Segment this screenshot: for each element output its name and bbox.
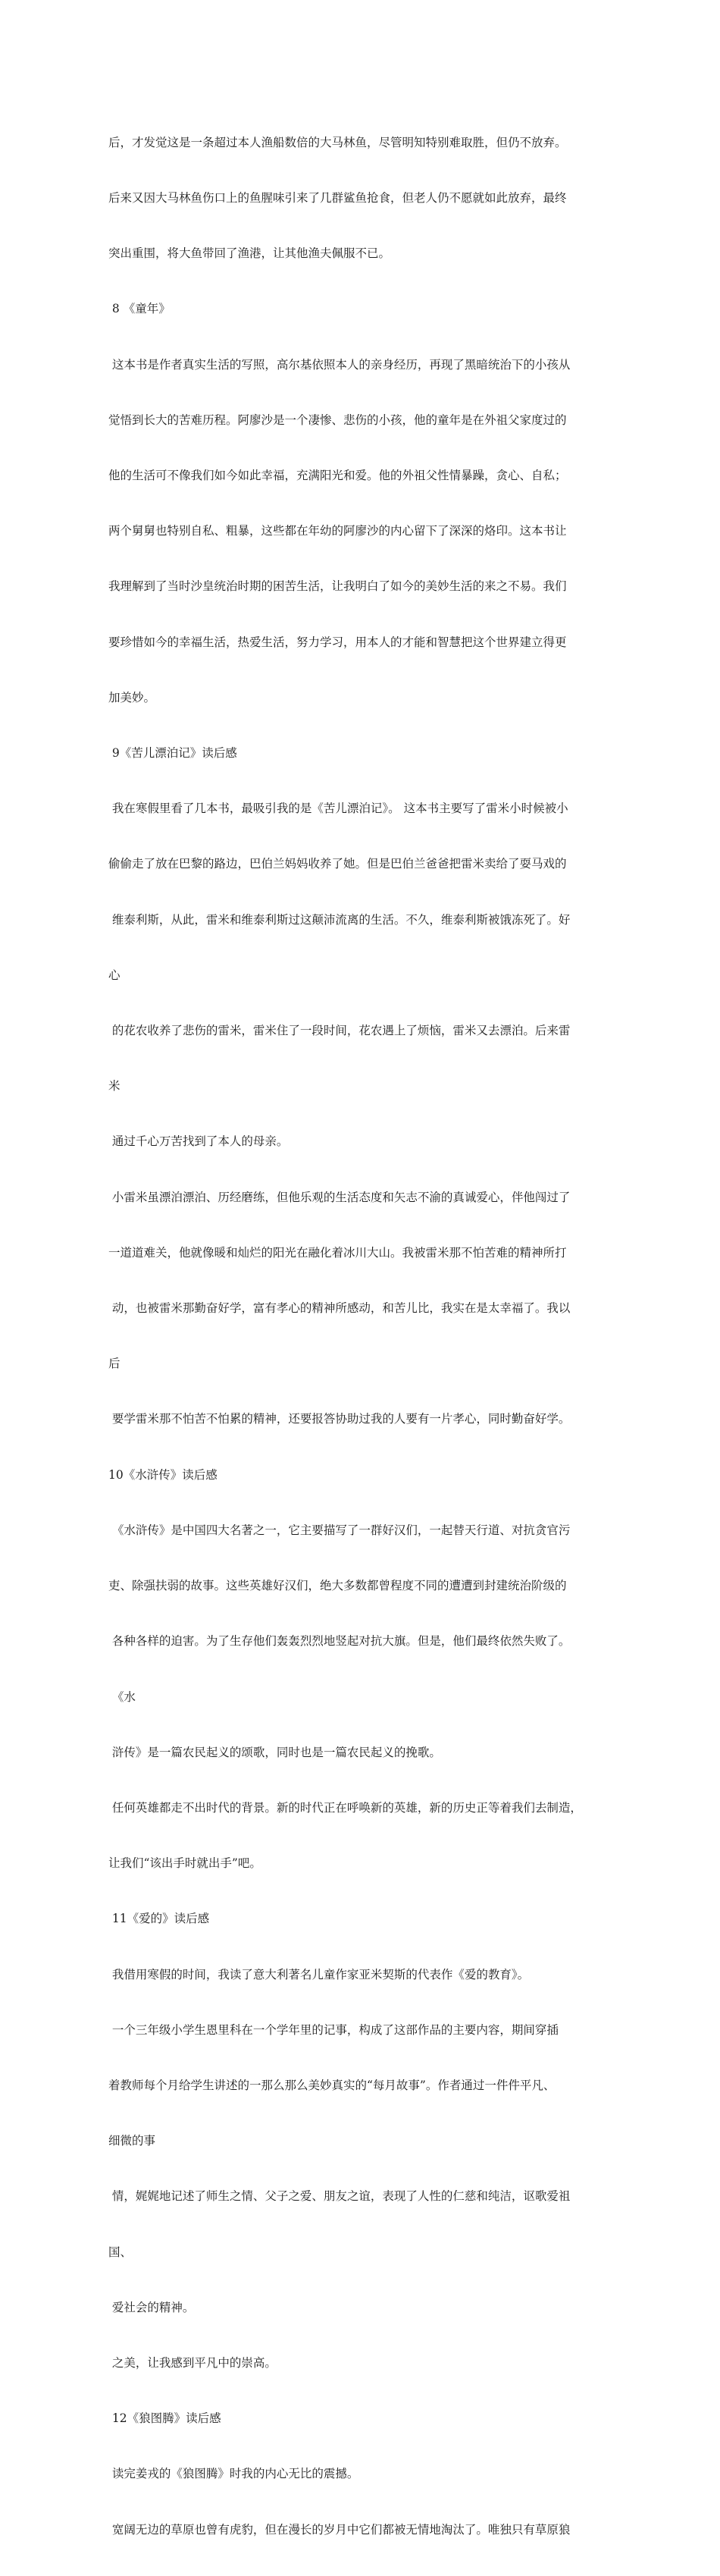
text-line: 宽阔无边的草原也曾有虎豹，但在漫长的岁月中它们都被无情地淘汰了。唯独只有草原狼 [108, 2522, 571, 2537]
text-line: 爱社会的精神。 [108, 2300, 195, 2314]
text-line: 我理解到了当时沙皇统治时期的困苦生活，让我明白了如今的美妙生活的来之不易。我们 [108, 579, 567, 594]
text-line: 让我们“该出手时就出手”吧。 [108, 1856, 261, 1871]
text-line: 米 [108, 1079, 121, 1093]
text-line: 后，才发觉这是一条超过本人渔船数倍的大马林鱼，尽管明知特别难取胜，但仍不放弃。 [108, 135, 567, 149]
section-heading-8: 8 《童年》 [108, 302, 171, 316]
text-line: 吏、除强扶弱的故事。这些英雄好汉们，绝大多数都曾程度不同的遭遭到封建统治阶级的 [108, 1579, 567, 1593]
text-line: 浒传》是一篇农民起义的颂歌，同时也是一篇农民起义的挽歌。 [108, 1745, 441, 1759]
text-line: 一个三年级小学生恩里科在一个学年里的记事，构成了这部作品的主要内容，期间穿插 [108, 2022, 559, 2037]
text-line: 细微的事 [108, 2134, 156, 2148]
text-line: 这本书是作者真实生活的写照，高尔基依照本人的亲身经历，再现了黑暗统治下的小孩从 [108, 357, 571, 372]
text-line: 加美妙。 [108, 690, 156, 704]
text-line: 心 [108, 968, 121, 982]
document-body-text [108, 96, 631, 2576]
section-heading-11: 11《爱的》读后感 [108, 1912, 210, 1926]
text-line: 情，娓娓地记述了师生之情、父子之爱、朋友之谊，表现了人性的仁慈和纯洁，讴歌爱祖 [108, 2189, 571, 2204]
text-line: 要学雷米那不怕苦不怕累的精神，还要报答协助过我的人要有一片孝心，同时勤奋好学。 [108, 1412, 571, 1426]
text-line: 两个舅舅也特别自私、粗暴，这些都在年幼的阿廖沙的内心留下了深深的烙印。这本书让 [108, 524, 567, 538]
text-line: 后来又因大马林鱼伤口上的鱼腥味引来了几群鲨鱼抢食，但老人仍不愿就如此放弃，最终 [108, 191, 567, 206]
text-line: 觉悟到长大的苦难历程。阿廖沙是一个凄惨、悲伤的小孩，他的童年是在外祖父家度过的 [108, 413, 567, 427]
text-line: 任何英雄都走不出时代的背景。新的时代正在呼唤新的英雄，新的历史正等着我们去制造， [108, 1800, 582, 1815]
text-line: 后 [108, 1357, 121, 1371]
text-line: 着教师每个月给学生讲述的一那么那么美妙真实的“每月故事”。作者通过一件件平凡、 [108, 2078, 556, 2092]
text-line: 偷偷走了放在巴黎的路边，巴伯兰妈妈收养了她。但是巴伯兰爸爸把雷米卖给了耍马戏的 [108, 857, 567, 871]
text-line: 维泰利斯，从此，雷米和维泰利斯过这颠沛流离的生活。不久，维泰利斯被饿冻死了。好 [108, 912, 571, 927]
text-line: 读完姜戎的《狼图腾》时我的内心无比的震撼。 [108, 2467, 359, 2481]
text-line: 之美，让我感到平凡中的崇高。 [108, 2355, 277, 2370]
text-line: 我借用寒假的时间，我读了意大利著名儿童作家亚米契斯的代表作《爱的教育》。 [108, 1967, 530, 1981]
text-line: 的花农收养了悲伤的雷米，雷米住了一段时间，花农遇上了烦恼，雷米又去漂泊。后来雷 [108, 1024, 571, 1038]
text-line: 国、 [108, 2245, 133, 2259]
text-line: 一道道难关，他就像暖和灿烂的阳光在融化着冰川大山。我被雷米那不怕苦难的精神所打 [108, 1245, 567, 1260]
text-line: 动，也被雷米那勤奋好学，富有孝心的精神所感动，和苦儿比，我实在是太幸福了。我以 [108, 1301, 571, 1316]
text-line: 通过千心万苦找到了本人的母亲。 [108, 1134, 289, 1149]
text-line: 《水 [108, 1690, 136, 1704]
text-line: 各种各样的迫害。为了生存他们轰轰烈烈地竖起对抗大旗。但是，他们最终依然失败了。 [108, 1634, 571, 1649]
section-heading-12: 12《狼图腾》读后感 [108, 2411, 221, 2426]
text-line: 我在寒假里看了几本书，最吸引我的是《苦儿漂泊记》。 这本书主要写了雷米小时候被小 [108, 802, 568, 816]
text-line: 要珍惜如今的幸福生活，热爱生活，努力学习，用本人的才能和智慧把这个世界建立得更 [108, 635, 567, 649]
text-line: 《水浒传》是中国四大名著之一，它主要描写了一群好汉们，一起替天行道、对抗贪官污 [108, 1523, 571, 1537]
section-heading-9: 9《苦儿漂泊记》读后感 [108, 746, 237, 761]
text-line: 他的生活可不像我们如今如此幸福，充满阳光和爱。他的外祖父性情暴躁，贪心、自私； [108, 469, 567, 483]
section-heading-10: 10《水浒传》读后感 [108, 1467, 218, 1482]
text-line: 突出重围，将大鱼带回了渔港，让其他渔夫佩服不已。 [108, 246, 391, 261]
text-line: 小雷米虽漂泊漂泊、历经磨练，但他乐观的生活态度和矢志不渝的真诚爱心，伴他闯过了 [108, 1190, 571, 1204]
